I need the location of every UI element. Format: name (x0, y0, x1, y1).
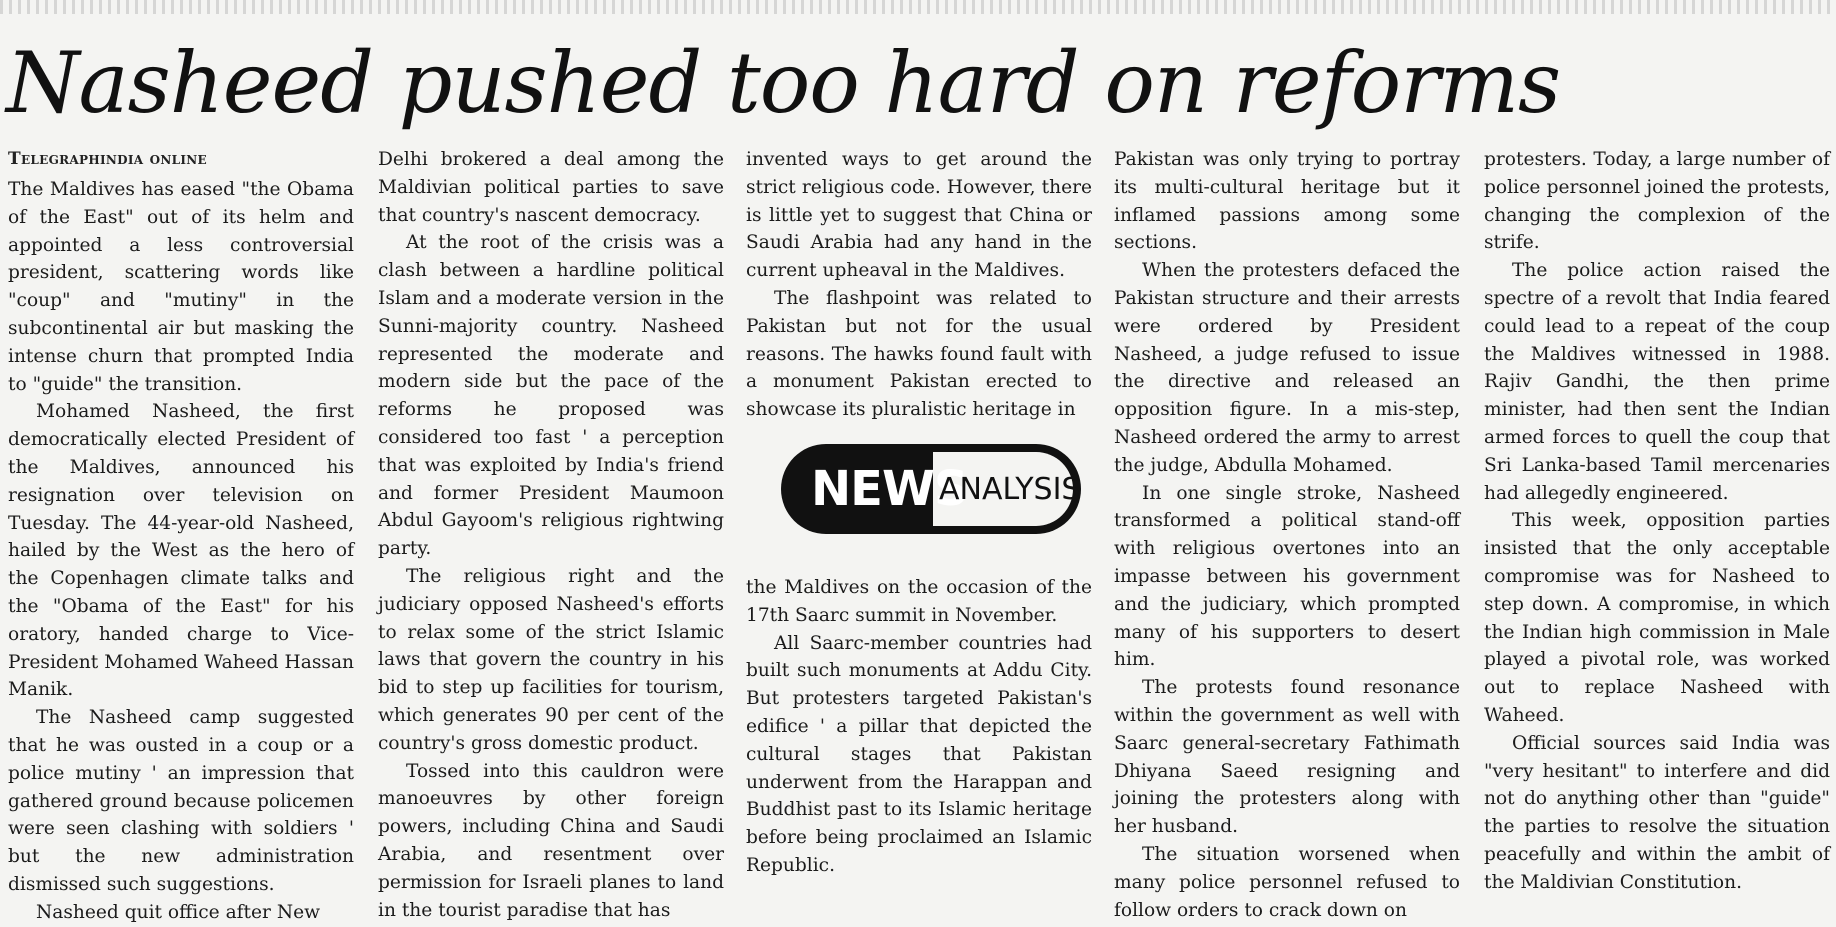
paragraph: The flashpoint was related to Pakistan but not for the usual reasons. The hawks found fault with a monument Pakistan erected to showcase its pluralistic heritage in (746, 287, 1092, 421)
logo-analysis-text: ANALYSIS (939, 471, 1081, 507)
paragraph: Delhi brokered a deal among the Maldivian political parties to save that country's nascent democracy. (378, 149, 724, 226)
column-1 (8, 148, 354, 927)
paragraph: Nasheed quit office after New (36, 901, 321, 923)
paragraph: The police action raised the spectre of a revolt that India feared could lead to a repeat of the coup the Maldives witnessed in 1988. Rajiv Gandhi, the then prime minister, had then sent the Indian armed forces to quell the coup that Sri Lanka-based Tamil mercenaries had allegedly engineered. (1484, 260, 1830, 504)
paragraph: Tossed into this cauldron were manoeuvres by other foreign powers, including China and Saudi Arabia, and resentment over permission for Israeli planes to land in the tourist paradise that has (378, 760, 724, 921)
paragraph: In one single stroke, Nasheed transformed a political stand-off with religious overtones into an impasse between his government and the judiciary, which prompted many of his supporters to desert him. (1114, 482, 1460, 671)
paragraph: The protests found resonance within the government as well with Saarc general-secretary Fathimath Dhiyana Saeed resigning and joining the protesters along with her husband. (1114, 677, 1460, 838)
column-2 (378, 146, 724, 924)
news-analysis-logo (781, 444, 1081, 534)
byline: Telegraphindia online (8, 149, 207, 169)
column-3 (746, 146, 1092, 880)
headline: Nasheed pushed too hard on reforms (6, 34, 1561, 132)
column-4 (1114, 146, 1460, 924)
paragraph: The religious right and the judiciary opposed Nasheed's efforts to relax some of the strict Islamic laws that govern the country in his bid to step up facilities for tourism, which generates 90 per cent of the country's gross domestic product. (378, 565, 724, 754)
paragraph: invented ways to get around the strict religious code. However, there is little yet to suggest that China or Saudi Arabia had any hand in the current upheaval in the Maldives. (746, 149, 1092, 282)
paragraph: When the protesters defaced the Pakistan structure and their arrests were ordered by President Nasheed, a judge refused to issue the directive and released an opposition figure. In a mis-step, Nasheed ordered the army to arrest the judge, Abdulla Mohamed. (1114, 260, 1460, 476)
logo-news-text: NEWS (811, 460, 968, 517)
paragraph: protesters. Today, a large number of police personnel joined the protests, changing the complexion of the strife. (1484, 149, 1830, 254)
paragraph: The Maldives has eased "the Obama of the East" out of its helm and appointed a less controversial president, scattering words like "coup" and "mutiny" in the subcontinental air but masking the intense churn that prompted India to "guide" the transition. (8, 179, 354, 395)
paragraph: All Saarc-member countries had built such monuments at Addu City. But protesters targeted Pakistan's edifice ' a pillar that depicted the cultural stages that Pakistan underwent from the Harappan and Buddhist past to its Islamic heritage before being proclaimed an Islamic Republic. (746, 632, 1092, 876)
paragraph: Mohamed Nasheed, the first democratically elected President of the Maldives, announced his resignation over television on Tuesday. The 44-year-old Nasheed, hailed by the West as the hero of the Copenhagen climate talks and the "Obama of the East" for his oratory, handed charge to Vice-President Mohamed Waheed Hassan Manik. (8, 401, 354, 701)
paragraph: The Nasheed camp suggested that he was ousted in a coup or a police mutiny ' an impression that gathered ground because policemen were seen clashing with soldiers ' but the new administration dismissed such suggestions. (8, 707, 354, 895)
top-rule (0, 0, 1836, 14)
paragraph: At the root of the crisis was a clash between a hardline political Islam and a moderate version in the Sunni-majority country. Nasheed represented the moderate and modern side but the pace of the reforms he proposed was considered too fast ' a perception that was exploited by India's friend and former President Maumoon Abdul Gayoom's religious rightwing party. (378, 232, 724, 560)
paragraph: Official sources said India was "very hesitant" to interfere and did not do anything other than "guide" the parties to resolve the situation peacefully and within the ambit of the Maldivian Constitution. (1484, 732, 1830, 893)
paragraph: Pakistan was only trying to portray its multi-cultural heritage but it inflamed passions among some sections. (1114, 149, 1460, 254)
paragraph: the Maldives on the occasion of the 17th Saarc summit in November. (746, 576, 1092, 626)
paragraph: The situation worsened when many police personnel refused to follow orders to crack down on (1114, 843, 1460, 921)
column-5 (1484, 146, 1830, 897)
paragraph: This week, opposition parties insisted that the only acceptable compromise was for Nasheed to step down. A compromise, in which the Indian high commission in Male played a pivotal role, was worked out to replace Nasheed with Waheed. (1484, 510, 1830, 726)
